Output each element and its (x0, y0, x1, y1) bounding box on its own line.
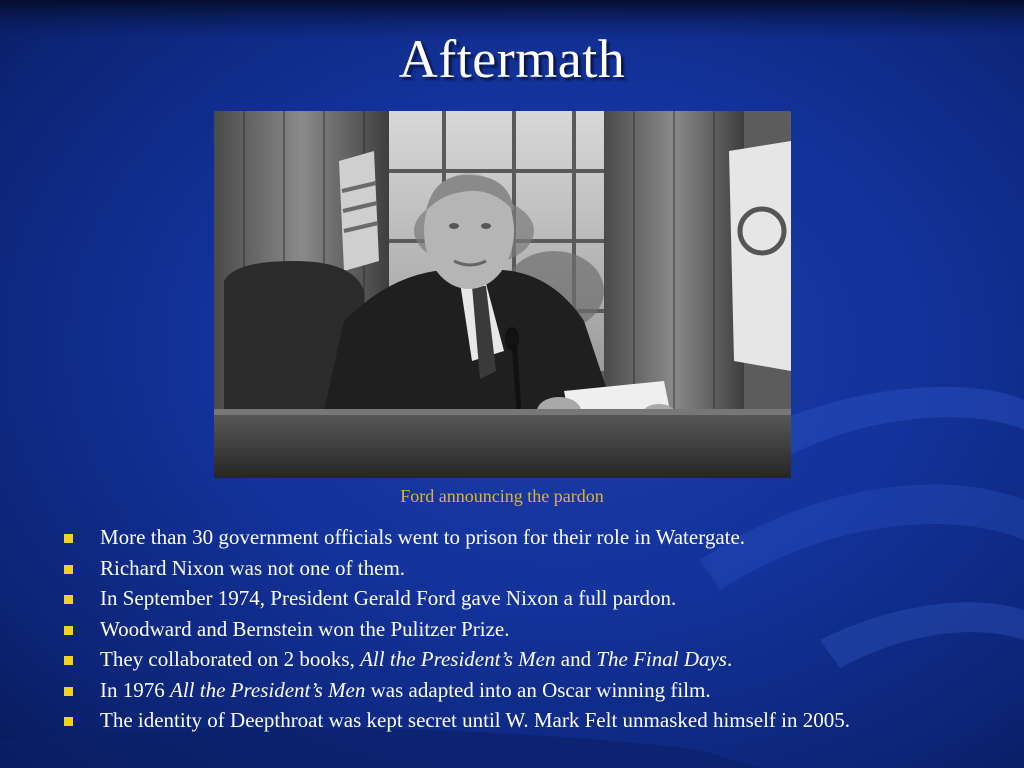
bullet-square-icon (64, 687, 73, 696)
bullet-text: The identity of Deepthroat was kept secret until W. Mark Felt unmasked himself in 2005. (100, 708, 851, 732)
ford-pardon-photo (214, 111, 791, 478)
bullet-text: In September 1974, President Gerald Ford gave Nixon a full pardon. (100, 586, 677, 610)
book-title: The Final Days (596, 647, 727, 671)
photo-caption: Ford announcing the pardon (400, 486, 604, 506)
bullet-text: Woodward and Bernstein won the Pulitzer Prize. (100, 616, 510, 641)
bullet-square-icon (64, 534, 73, 543)
bullet-list (60, 526, 960, 740)
bullet-text: In 1976 (100, 677, 170, 702)
bullet-text: and (555, 647, 597, 671)
bullet-item (60, 648, 960, 671)
bullet-text: . (726, 647, 733, 671)
book-title: All the President’s Men (170, 677, 366, 702)
book-title: All the President’s Men (360, 647, 556, 671)
bullet-square-icon (64, 717, 73, 726)
slide-title: Aftermath (398, 29, 626, 89)
bullet-square-icon (64, 595, 73, 604)
bullet-square-icon (64, 626, 73, 635)
bullet-text: was adapted into an Oscar winning film. (365, 677, 711, 702)
bullet-text: Richard Nixon was not one of them. (100, 555, 406, 580)
bullet-item (60, 618, 960, 641)
bullet-item (60, 709, 960, 732)
bullet-square-icon (64, 565, 73, 574)
bullet-item (60, 557, 960, 580)
photo-illustration (214, 111, 791, 478)
bullet-item (60, 587, 960, 610)
bullet-item (60, 526, 960, 549)
bullet-text: More than 30 government officials went to prison for their role in Watergate. (100, 525, 746, 549)
bullet-square-icon (64, 656, 73, 665)
bullet-item (60, 679, 960, 702)
bullet-text: They collaborated on 2 books, (100, 647, 361, 671)
